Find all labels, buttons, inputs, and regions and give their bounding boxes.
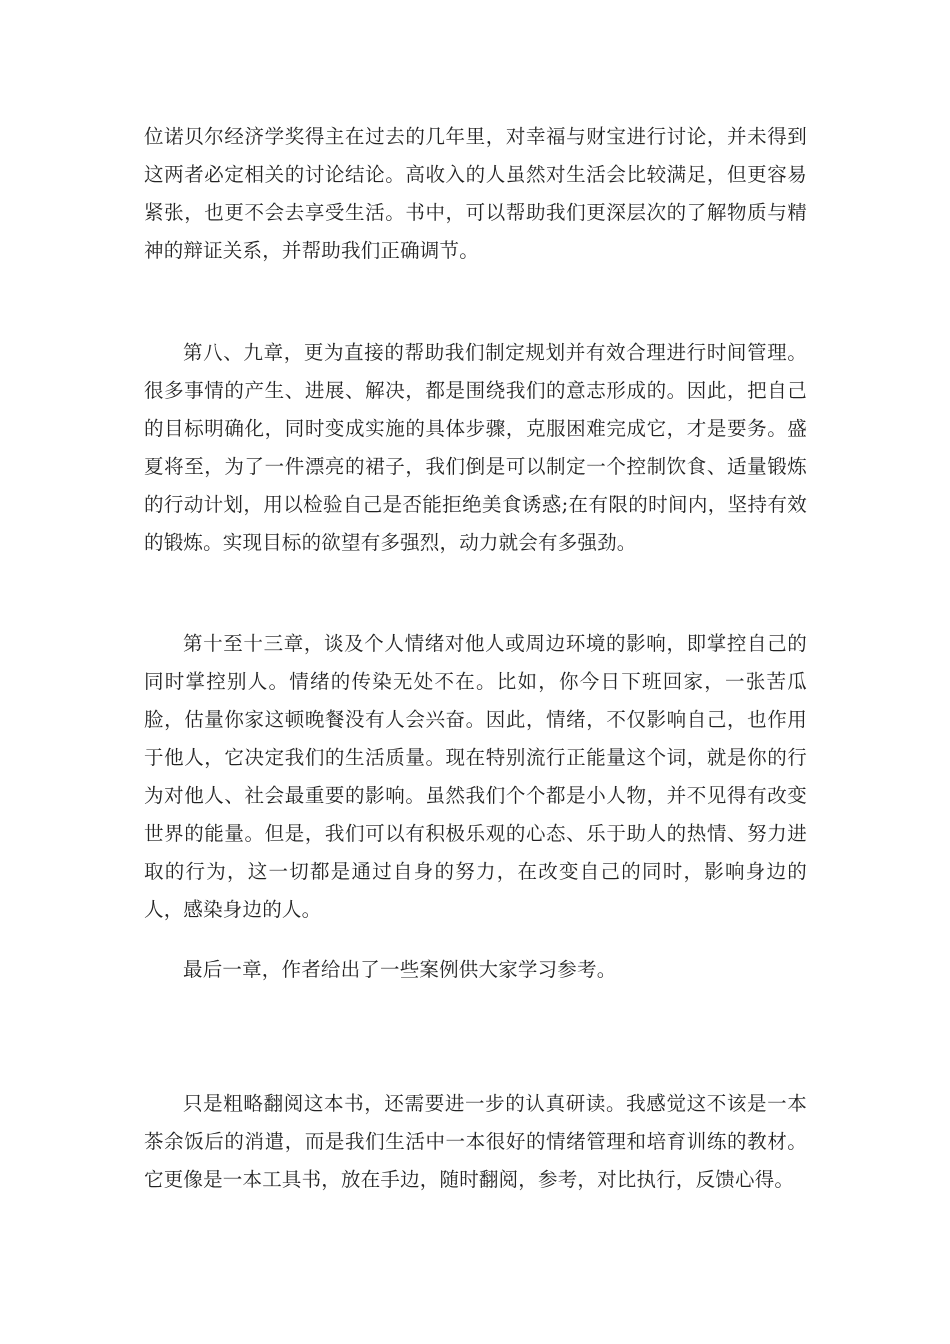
paragraph-conclusion: 只是粗略翻阅这本书，还需要进一步的认真研读。我感觉这不该是一本茶余饭后的消遣，而是我们生活中一本很好的情绪管理和培育训练的教材。它更像是一本工具书，放在手边，随时翻阅，参考，对比执行，反馈心得。 [144,1092,807,1191]
paragraph-chapters-8-9: 第八、九章，更为直接的帮助我们制定规划并有效合理进行时间管理。很多事情的产生、进展、解决，都是围绕我们的意志形成的。因此，把自己的目标明确化，同时变成实施的具体步骤，克服困难完成它，才是要务。盛夏将至，为了一件漂亮的裙子，我们倒是可以制定一个控制饮食、适量锻炼的行动计划，用以检验自己是否能拒绝美食诱惑;在有限的时间内，坚持有效的锻炼。实现目标的欲望有多强烈，动力就会有多强劲。 [144,341,807,554]
paragraph-continuation: 位诺贝尔经济学奖得主在过去的几年里，对幸福与财宝进行讨论，并未得到这两者必定相关的讨论结论。高收入的人虽然对生活会比较满足，但更容易紧张，也更不会去享受生活。书中，可以帮助我们更深层次的了解物质与精神的辩证关系，并帮助我们正确调节。 [144,125,807,262]
paragraph-last-chapter: 最后一章，作者给出了一些案例供大家学习参考。 [183,958,617,981]
paragraph-chapters-10-13: 第十至十三章，谈及个人情绪对他人或周边环境的影响，即掌控自己的同时掌控别人。情绪的传染无处不在。比如，你今日下班回家，一张苦瓜脸，估量你家这顿晚餐没有人会兴奋。因此，情绪，不仅影响自己，也作用于他人，它决定我们的生活质量。现在特别流行正能量这个词，就是你的行为对他人、社会最重要的影响。虽然我们个个都是小人物，并不见得有改变世界的能量。但是，我们可以有积极乐观的心态、乐于助人的热情、努力进取的行为，这一切都是通过自身的努力，在改变自己的同时，影响身边的人，感染身边的人。 [144,632,807,921]
